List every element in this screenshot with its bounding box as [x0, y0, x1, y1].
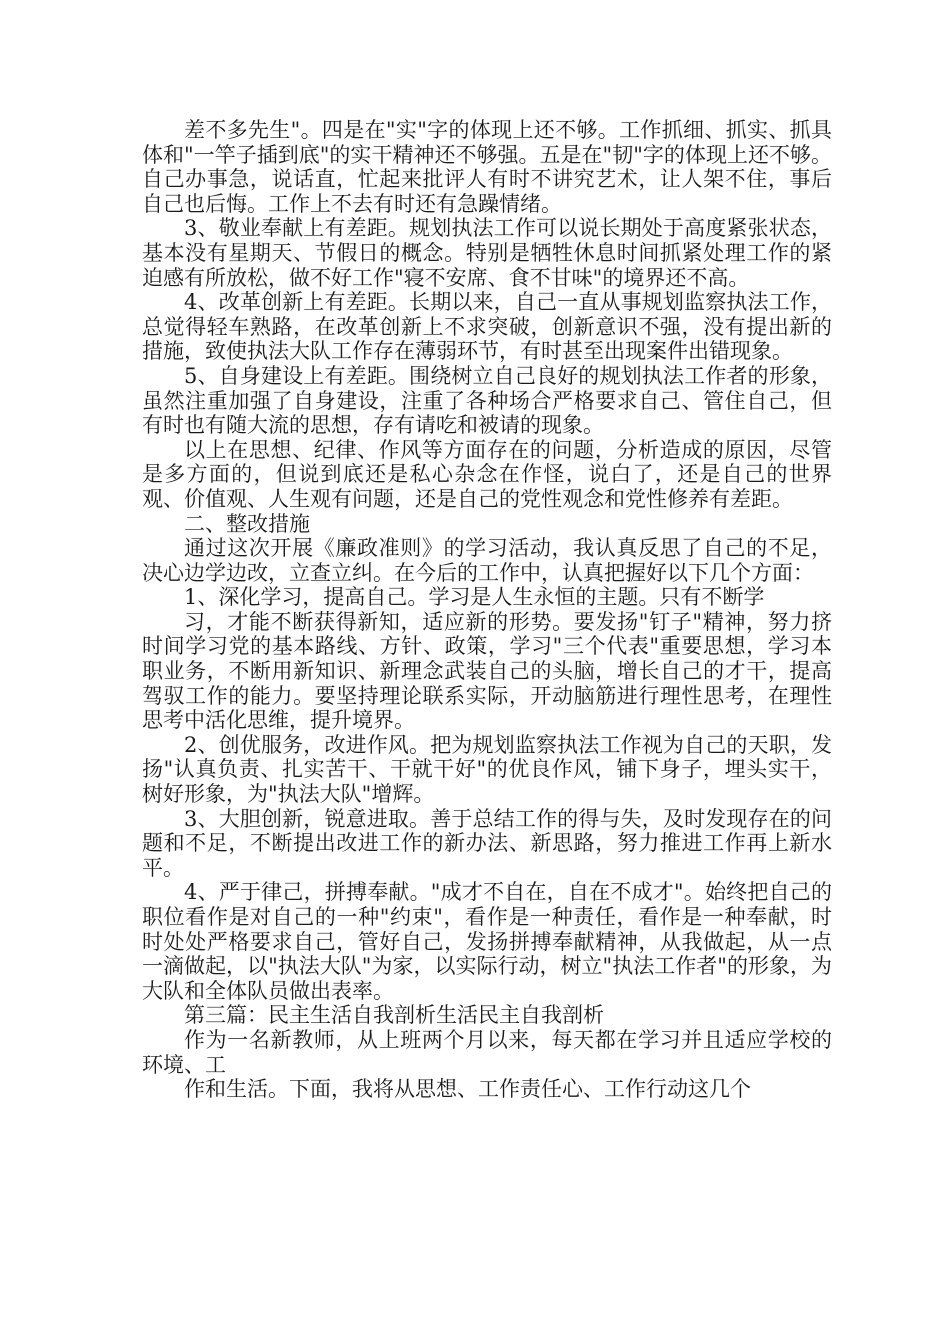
paragraph-measure-1-body: 习，才能不断获得新知，适应新的形势。要发扬"钉子"精神，努力挤时间学习党的基本路线、方针、政策，学习"三个代表"重要思想，学习本职业务，不断用新知识、新理念武装自己的头脑，增长自己的才干，提高驾驭工作的能力。要坚持理论联系实际，开动脑筋进行理性思考，在理性思考中活化思维，提升境界。: [142, 609, 832, 733]
paragraph-continuation: 差不多先生"。四是在"实"字的体现上还不够。工作抓细、抓实、抓具体和"一竿子插到底"的实干精神还不够强。五是在"韧"字的体现上还不够。自己办事急，说话直，忙起来批评人有时不讲究艺术，让人架不住，事后自己也后悔。工作上不去有时还有急躁情绪。: [142, 118, 832, 216]
paragraph-intro: 通过这次开展《廉政准则》的学习活动，我认真反思了自己的不足，决心边学边改，立查立纠。在今后的工作中，认真把握好以下几个方面：: [142, 536, 832, 585]
paragraph-measure-1-head: 1、深化学习，提高自己。学习是人生永恒的主题。只有不断学: [184, 585, 765, 610]
section-heading-rectification: 二、整改措施: [184, 511, 310, 536]
paragraph-item-4: 4、改革创新上有差距。长期以来，自己一直从事规划监察执法工作，总觉得轻车熟路，在改革创新上不求突破，创新意识不强，没有提出新的措施，致使执法大队工作存在薄弱环节，有时甚至出现案件出错现象。: [142, 290, 832, 364]
paragraph-teacher-intro: 作为一名新教师，从上班两个月以来，每天都在学习并且适应学校的环境、工: [142, 1027, 832, 1077]
paragraph-item-3: 3、敬业奉献上有差距。规划执法工作可以说长期处于高度紧张状态，基本没有星期天、节假日的概念。特别是牺牲休息时间抓紧处理工作的紧迫感有所放松，做不好工作"寝不安席、食不甘味"的境界还不高。: [142, 216, 832, 290]
paragraph-summary: 以上在思想、纪律、作风等方面存在的问题，分析造成的原因，尽管是多方面的，但说到底还是私心杂念在作怪，说白了，还是自己的世界观、价值观、人生观有问题，还是自己的党性观念和党性修养有差距。: [142, 437, 832, 511]
paragraph-item-5: 5、自身建设上有差距。围绕树立自己良好的规划执法工作者的形象，虽然注重加强了自身建设，注重了各种场合严格要求自己、管住自己，但有时也有随大流的思想，存有请吃和被请的现象。: [142, 363, 832, 438]
paragraph-teacher-continued: 作和生活。下面，我将从思想、工作责任心、工作行动这几个: [184, 1077, 751, 1102]
document-body: [142, 118, 832, 1102]
paragraph-measure-2: 2、创优服务，改进作风。把为规划监察执法工作视为自己的天职，发扬"认真负责、扎实苦干、干就干好"的优良作风，铺下身子，埋头实干，树好形象，为"执法大队"增辉。: [142, 732, 832, 807]
section-heading-part-three: 第三篇：民主生活自我剖析生活民主自我剖析: [184, 1003, 604, 1028]
paragraph-measure-3: 3、大胆创新，锐意进取。善于总结工作的得与失，及时发现存在的问题和不足，不断提出改进工作的新办法、新思路，努力推进工作再上新水平。: [142, 806, 832, 880]
paragraph-measure-4: 4、严于律己，拼搏奉献。"成才不自在，自在不成才"。始终把自己的职位看作是对自己的一种"约束"，看作是一种责任，看作是一种奉献，时时处处严格要求自己，管好自己，发扬拼搏奉献精神，从我做起，从一点一滴做起，以"执法大队"为家，以实际行动，树立"执法工作者"的形象，为大队和全体队员做出表率。: [142, 880, 832, 1003]
